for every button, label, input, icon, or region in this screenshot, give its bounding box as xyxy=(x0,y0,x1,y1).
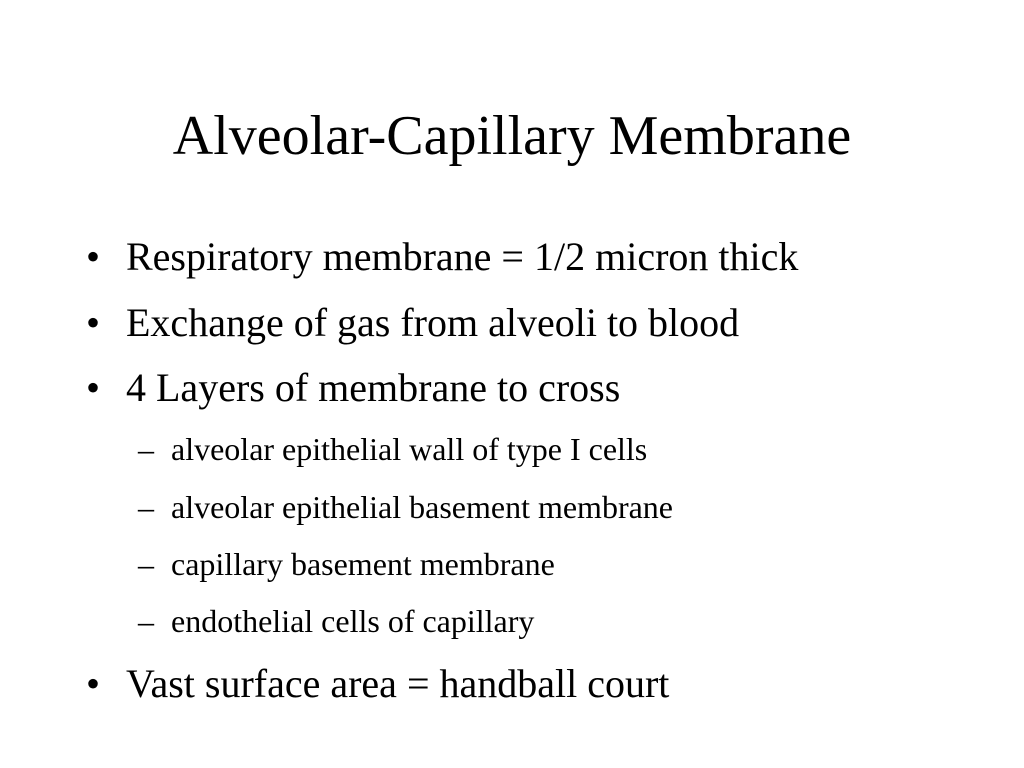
sub-bullet-text: alveolar epithelial wall of type I cells xyxy=(171,431,648,467)
sub-bullet-text: alveolar epithelial basement membrane xyxy=(171,489,673,525)
bullet-marker: • xyxy=(86,234,101,279)
bullet-text: Respiratory membrane = 1/2 micron thick xyxy=(126,234,799,279)
sub-bullet-marker: – xyxy=(138,489,154,525)
sub-bullet-marker: – xyxy=(138,431,154,467)
sub-bullet-text: endothelial cells of capillary xyxy=(171,603,535,639)
slide-title: Alveolar-Capillary Membrane xyxy=(172,105,852,167)
sub-bullet-text: capillary basement membrane xyxy=(171,546,555,582)
bullet-marker: • xyxy=(86,300,101,345)
bullet-marker: • xyxy=(86,365,101,410)
bullet-text: 4 Layers of membrane to cross xyxy=(126,365,621,410)
bullet-text: Vast surface area = handball court xyxy=(126,661,670,706)
sub-bullet-marker: – xyxy=(138,603,154,639)
bullet-text: Exchange of gas from alveoli to blood xyxy=(126,300,740,345)
sub-bullet-marker: – xyxy=(138,546,154,582)
bullet-marker: • xyxy=(86,661,101,706)
